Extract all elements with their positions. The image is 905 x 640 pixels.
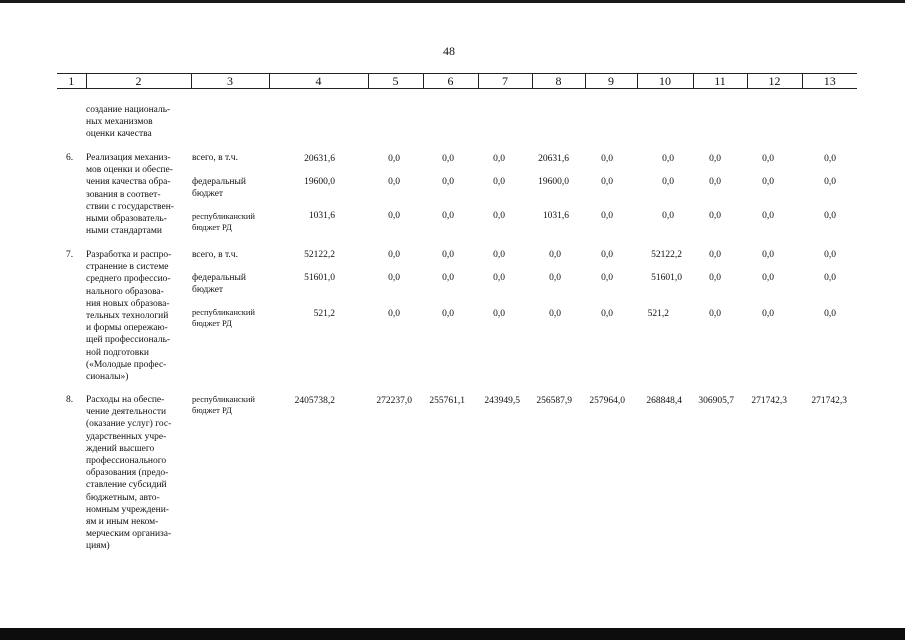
value-cell: 271742,3 bbox=[811, 396, 847, 406]
col-header: 8 bbox=[532, 74, 585, 89]
value-cell: 0,0 bbox=[762, 177, 774, 187]
value-cell: 0,0 bbox=[493, 250, 505, 260]
value-cell: 20631,6 bbox=[304, 154, 335, 164]
row-name: Расходы на обеспе- чение деятельности (оказание услуг) гос- ударственных учре- ждений высшего профессионального образования (предо- ставление субсидий бюджетным, авто- номным учреждени- ям и иным неком- мерческим организа- циям) bbox=[86, 395, 172, 552]
value-cell: 0,0 bbox=[709, 273, 721, 283]
value-cell: 0,0 bbox=[601, 211, 613, 221]
value-cell: 0,0 bbox=[442, 154, 454, 164]
value-cell: 0,0 bbox=[388, 211, 400, 221]
value-cell: 51601,0 bbox=[304, 273, 335, 283]
value-cell: 0,0 bbox=[601, 273, 613, 283]
value-cell: 1031,6 bbox=[308, 211, 335, 221]
value-cell: 271742,3 bbox=[751, 396, 787, 406]
value-cell: 268848,4 bbox=[646, 396, 682, 406]
value-cell: 0,0 bbox=[549, 309, 561, 319]
scan-bottom-border bbox=[0, 628, 905, 640]
value-cell: 0,0 bbox=[824, 309, 836, 319]
value-cell: 0,0 bbox=[493, 309, 505, 319]
col-header: 7 bbox=[478, 74, 532, 89]
value-cell: 0,0 bbox=[388, 250, 400, 260]
col-header: 4 bbox=[269, 74, 368, 89]
value-cell: 0,0 bbox=[662, 177, 674, 187]
value-cell: 0,0 bbox=[824, 177, 836, 187]
value-cell: 0,0 bbox=[762, 273, 774, 283]
scan-top-border bbox=[0, 0, 905, 3]
col-header: 13 bbox=[802, 74, 857, 89]
value-cell: 2405738,2 bbox=[294, 396, 335, 406]
continuation-text: создание националь- ных механизмов оценки качества bbox=[86, 105, 171, 140]
value-cell: 0,0 bbox=[388, 273, 400, 283]
value-cell: 0,0 bbox=[762, 309, 774, 319]
value-cell: 0,0 bbox=[762, 211, 774, 221]
value-cell: 0,0 bbox=[493, 273, 505, 283]
value-cell: 243949,5 bbox=[484, 396, 520, 406]
value-cell: 0,0 bbox=[824, 211, 836, 221]
col-header: 5 bbox=[368, 74, 423, 89]
value-cell: 0,0 bbox=[601, 177, 613, 187]
value-cell: 0,0 bbox=[442, 250, 454, 260]
funding-source: республиканский бюджет РД bbox=[192, 211, 255, 232]
funding-source: федеральный бюджет bbox=[192, 273, 246, 296]
value-cell: 0,0 bbox=[601, 250, 613, 260]
funding-source: республиканский бюджет РД bbox=[192, 394, 255, 415]
value-cell: 19600,0 bbox=[304, 177, 335, 187]
funding-source: всего, в т.ч. bbox=[192, 153, 238, 163]
value-cell: 0,0 bbox=[549, 273, 561, 283]
value-cell: 20631,6 bbox=[538, 154, 569, 164]
value-cell: 0,0 bbox=[549, 250, 561, 260]
col-header: 10 bbox=[637, 74, 693, 89]
value-cell: 521,2 bbox=[647, 309, 669, 319]
col-header: 1 bbox=[57, 74, 86, 89]
value-cell: 0,0 bbox=[388, 177, 400, 187]
value-cell: 0,0 bbox=[762, 250, 774, 260]
value-cell: 0,0 bbox=[762, 154, 774, 164]
value-cell: 0,0 bbox=[493, 211, 505, 221]
value-cell: 0,0 bbox=[601, 154, 613, 164]
value-cell: 521,2 bbox=[313, 309, 335, 319]
value-cell: 0,0 bbox=[824, 154, 836, 164]
value-cell: 306905,7 bbox=[698, 396, 734, 406]
value-cell: 0,0 bbox=[662, 154, 674, 164]
col-header: 9 bbox=[585, 74, 637, 89]
col-header: 12 bbox=[747, 74, 802, 89]
funding-source: федеральный бюджет bbox=[192, 177, 246, 200]
row-number: 8. bbox=[66, 395, 74, 405]
value-cell: 0,0 bbox=[824, 273, 836, 283]
value-cell: 0,0 bbox=[493, 177, 505, 187]
col-header: 2 bbox=[86, 74, 191, 89]
col-header: 3 bbox=[191, 74, 269, 89]
value-cell: 52122,2 bbox=[304, 250, 335, 260]
value-cell: 0,0 bbox=[442, 211, 454, 221]
page-number: 48 bbox=[443, 44, 455, 58]
value-cell: 19600,0 bbox=[538, 177, 569, 187]
value-cell: 0,0 bbox=[709, 211, 721, 221]
value-cell: 51601,0 bbox=[651, 273, 682, 283]
value-cell: 256587,9 bbox=[536, 396, 572, 406]
value-cell: 0,0 bbox=[709, 177, 721, 187]
value-cell: 0,0 bbox=[824, 250, 836, 260]
col-header: 11 bbox=[693, 74, 747, 89]
row-name: Реализация механиз- мов оценки и обеспе- чения качества обра- зования в соответ- ствии с государствен- ными образователь- ными стандартами bbox=[86, 153, 174, 237]
value-cell: 0,0 bbox=[709, 309, 721, 319]
funding-source: республиканский бюджет РД bbox=[192, 307, 255, 328]
value-cell: 0,0 bbox=[662, 211, 674, 221]
value-cell: 0,0 bbox=[493, 154, 505, 164]
row-number: 7. bbox=[66, 250, 74, 260]
value-cell: 0,0 bbox=[388, 309, 400, 319]
value-cell: 0,0 bbox=[442, 309, 454, 319]
value-cell: 1031,6 bbox=[542, 211, 569, 221]
col-header: 6 bbox=[423, 74, 478, 89]
column-header-row bbox=[57, 73, 857, 89]
value-cell: 272237,0 bbox=[376, 396, 412, 406]
value-cell: 0,0 bbox=[709, 154, 721, 164]
value-cell: 0,0 bbox=[709, 250, 721, 260]
value-cell: 0,0 bbox=[601, 309, 613, 319]
value-cell: 0,0 bbox=[442, 177, 454, 187]
value-cell: 255761,1 bbox=[429, 396, 465, 406]
funding-source: всего, в т.ч. bbox=[192, 250, 238, 260]
value-cell: 0,0 bbox=[388, 154, 400, 164]
value-cell: 0,0 bbox=[442, 273, 454, 283]
row-number: 6. bbox=[66, 153, 74, 163]
value-cell: 52122,2 bbox=[651, 250, 682, 260]
value-cell: 257964,0 bbox=[589, 396, 625, 406]
row-name: Разработка и распро- странение в системе среднего профессио- нального образова- ния новых образова- тельных технологий и формы опережаю- щей профессиональ- ной подготовки («Молодые профес- сионалы») bbox=[86, 250, 172, 383]
